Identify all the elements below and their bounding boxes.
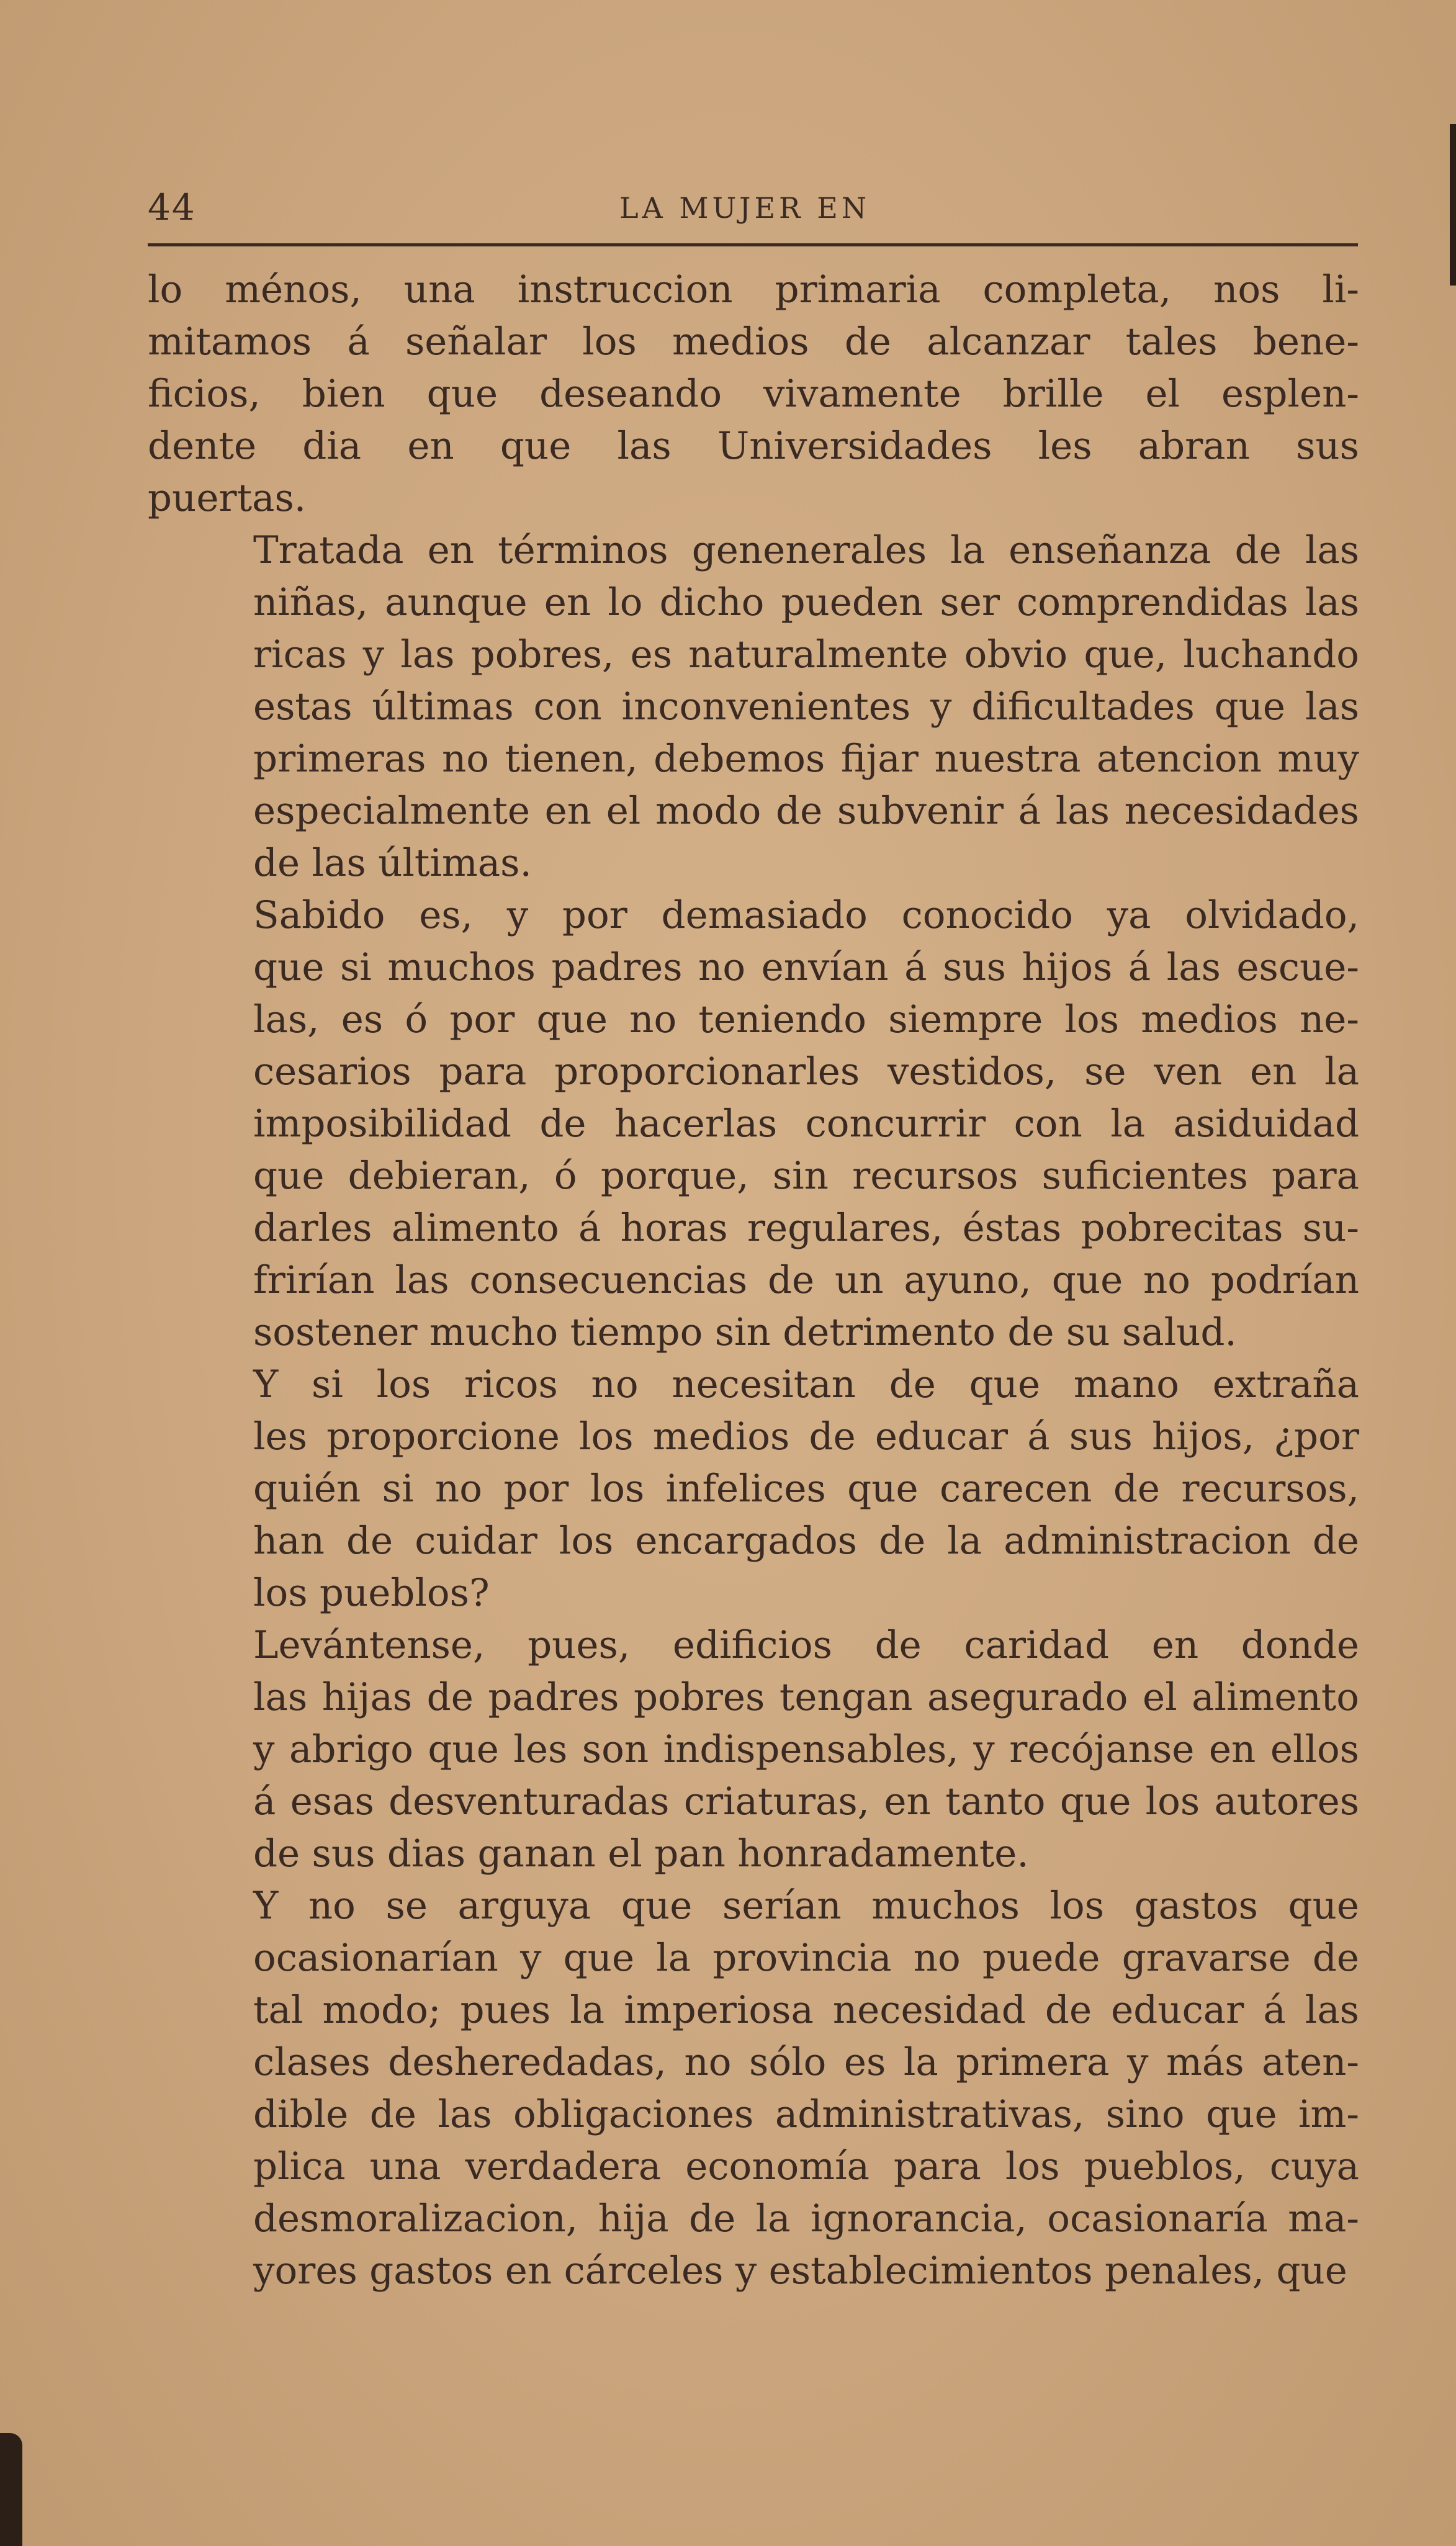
- text-line: á esas desventuradas criaturas, en tanto que los autores: [253, 1779, 1359, 1824]
- page-edge-shadow: [1450, 124, 1456, 286]
- text-line: han de cuidar los encargados de la administracion de: [253, 1519, 1359, 1563]
- text-line: ficios, bien que deseando vivamente brille el esplen-: [148, 372, 1359, 416]
- text-line: estas últimas con inconvenientes y dificultades que las: [253, 685, 1359, 729]
- text-line: Y si los ricos no necesitan de que mano extraña: [253, 1362, 1359, 1406]
- paragraph: [148, 889, 1359, 1359]
- text-line: cesarios para proporcionarles vestidos, se ven en la: [253, 1050, 1359, 1094]
- paragraph: [148, 1619, 1359, 1880]
- text-line: las hijas de padres pobres tengan asegurado el alimento: [253, 1675, 1359, 1719]
- running-head: LA MUJER EN: [619, 191, 871, 225]
- text-line: niñas, aunque en lo dicho pueden ser comprendidas las: [253, 580, 1359, 624]
- text-line: les proporcione los medios de educar á sus hijos, ¿por: [253, 1415, 1359, 1459]
- text-line: mitamos á señalar los medios de alcanzar tales bene-: [148, 320, 1359, 364]
- text-line: sostener mucho tiempo sin detrimento de su salud.: [253, 1310, 1237, 1354]
- text-line: tal modo; pues la imperiosa necesidad de educar á las: [253, 1988, 1359, 2032]
- text-line: especialmente en el modo de subvenir á las necesidades: [253, 789, 1359, 833]
- text-line: de sus dias ganan el pan honradamente.: [253, 1832, 1029, 1876]
- page-header: [148, 186, 1359, 236]
- text-line: puertas.: [148, 476, 307, 520]
- paragraph: [148, 1880, 1359, 2297]
- text-line: ricas y las pobres, es naturalmente obvio que, luchando: [253, 632, 1359, 677]
- text-line: primeras no tienen, debemos fijar nuestra atencion muy: [253, 737, 1359, 781]
- text-line: Y no se arguya que serían muchos los gastos que: [253, 1884, 1359, 1928]
- text-line: que debieran, ó porque, sin recursos suficientes para: [253, 1154, 1359, 1198]
- text-line: yores gastos en cárceles y establecimientos penales, que: [253, 2249, 1347, 2293]
- text-line: plica una verdadera economía para los pueblos, cuya: [253, 2144, 1359, 2188]
- text-line: los pueblos?: [253, 1571, 490, 1615]
- paragraph: [148, 264, 1359, 524]
- text-line: quién si no por los infelices que carecen de recursos,: [253, 1467, 1359, 1511]
- text-line: y abrigo que les son indispensables, y recójanse en ellos: [253, 1727, 1359, 1771]
- text-line: imposibilidad de hacerlas concurrir con la asiduidad: [253, 1102, 1359, 1146]
- text-line: dible de las obligaciones administrativas, sino que im-: [253, 2092, 1359, 2136]
- paragraph: [148, 1359, 1359, 1619]
- text-line: que si muchos padres no envían á sus hijos á las escue-: [253, 945, 1359, 989]
- text-line: dente dia en que las Universidades les abran sus: [148, 424, 1359, 468]
- text-line: lo ménos, una instruccion primaria completa, nos li-: [148, 268, 1359, 312]
- page-corner-shadow: [0, 2433, 22, 2546]
- text-line: ocasionarían y que la provincia no puede gravarse de: [253, 1936, 1359, 1980]
- text-line: Levántense, pues, edificios de caridad en donde: [253, 1623, 1359, 1667]
- text-line: las, es ó por que no teniendo siempre los medios ne-: [253, 997, 1359, 1041]
- text-line: Tratada en términos genenerales la enseñanza de las: [253, 528, 1359, 572]
- text-line: darles alimento á horas regulares, éstas pobrecitas su-: [253, 1206, 1359, 1250]
- text-line: clases desheredadas, no sólo es la primera y más aten-: [253, 2040, 1359, 2084]
- text-line: frirían las consecuencias de un ayuno, que no podrían: [253, 1258, 1359, 1302]
- text-line: desmoralizacion, hija de la ignorancia, ocasionaría ma-: [253, 2197, 1359, 2241]
- header-rule: [148, 243, 1358, 246]
- text-line: Sabido es, y por demasiado conocido ya olvidado,: [253, 893, 1359, 937]
- page-number: 44: [148, 186, 196, 228]
- paragraph: [148, 524, 1359, 889]
- body-text: [148, 264, 1359, 2297]
- text-line: de las últimas.: [253, 841, 532, 885]
